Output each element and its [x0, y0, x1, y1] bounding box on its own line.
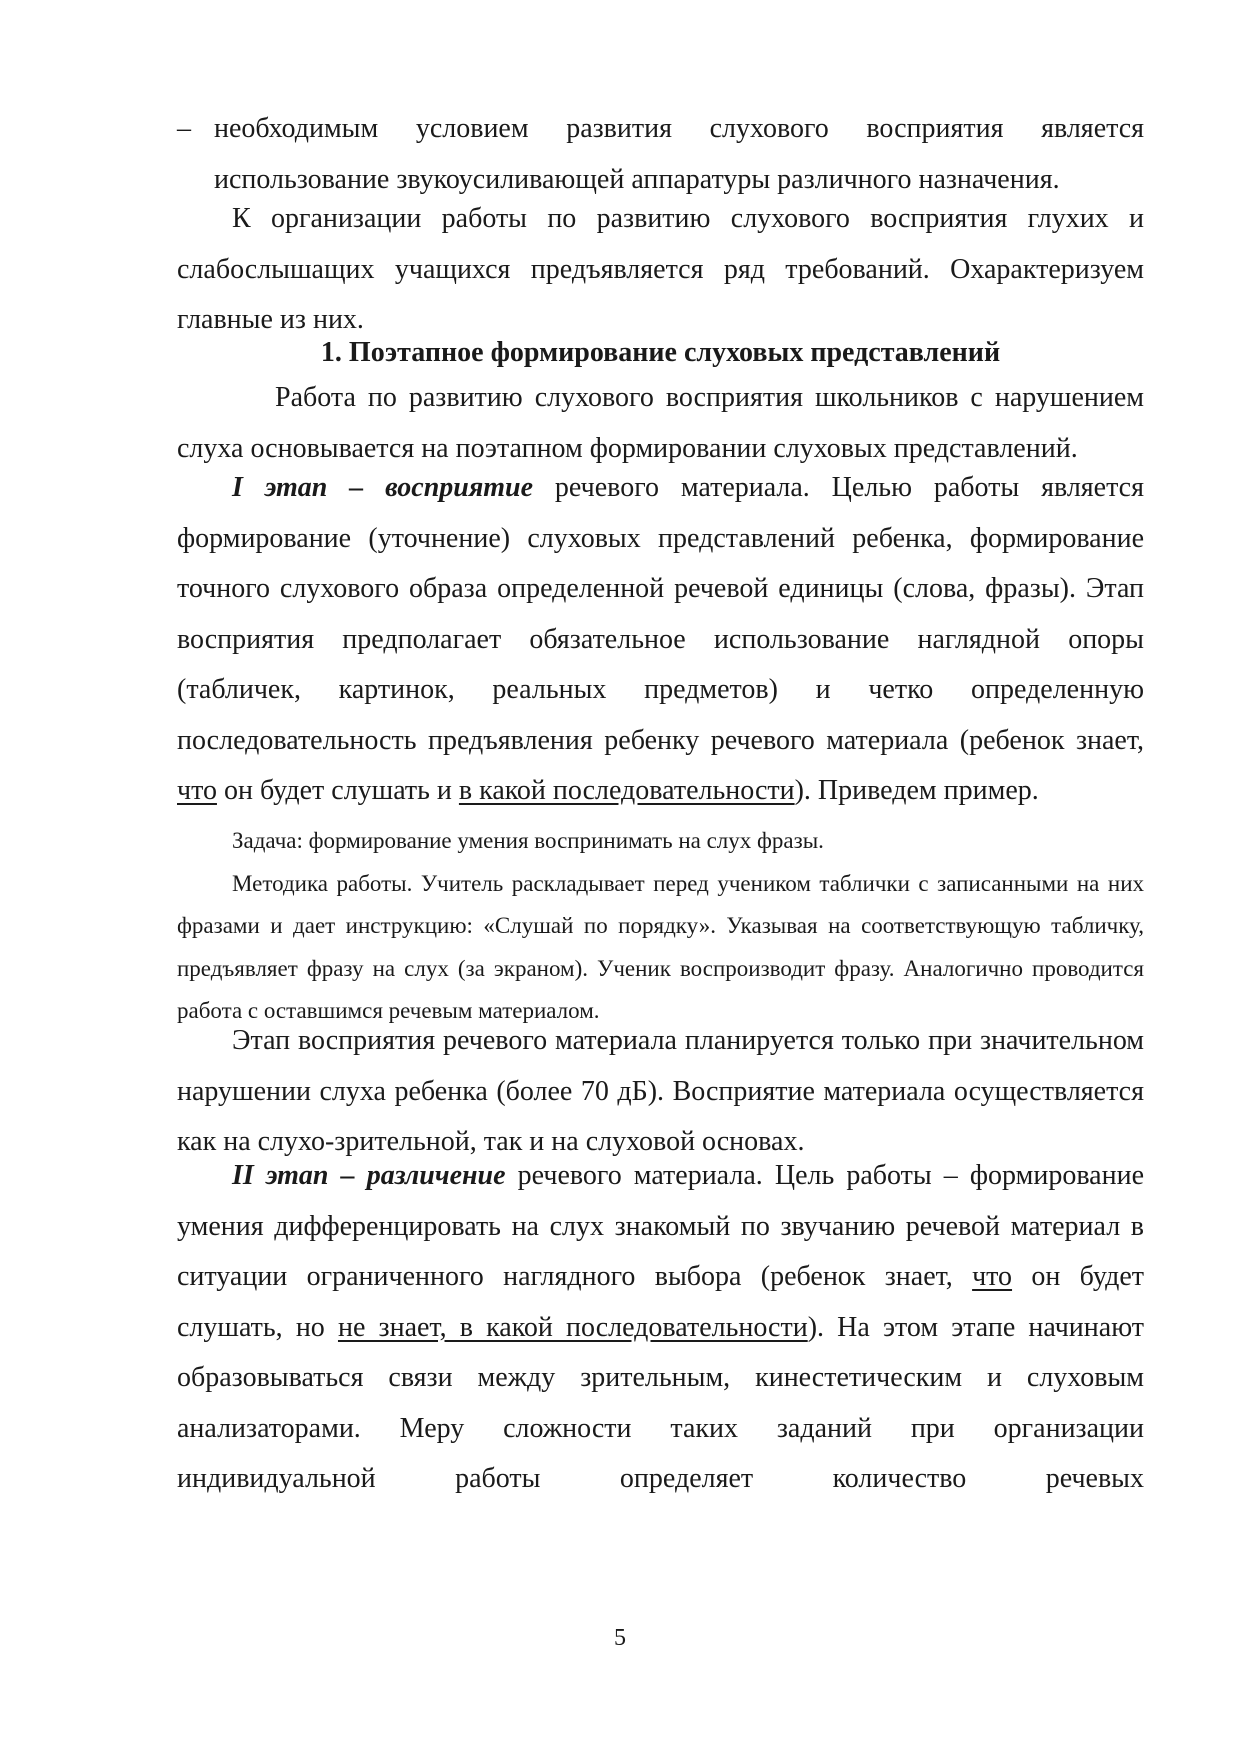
example-method: Методика работы. Учитель раскладывает перед учеником таблички с записанными на них фразами и дает инструкцию: «Слушай по порядку». Указывая на соответствующую табличку, предъявляет фразу на слух (за экраном). Ученик воспроизводит фразу. Аналогично проводится работа с оставшимся речевым материалом.: [177, 870, 1144, 1023]
stage2-underline-order: не знает, в какой последовательности: [337, 1311, 808, 1343]
stage2-paragraph: [177, 1151, 1144, 1505]
stage2-label: II этап – различение: [232, 1160, 506, 1191]
stage1-text-a: речевого материала. Целью работы является формирование (уточнение) слуховых представлений ребенка, формирование точного слухового образа определенной речевой единицы (слова, фразы). Этап восприятия предполагает обязательное использование наглядной опоры (табличек, картинок, реальных предметов) и четко определенную последовательность предъявления ребенку речевого материала (ребенок знает,: [177, 472, 1144, 756]
intro-block: [177, 194, 1144, 346]
stage1-block: [177, 463, 1144, 817]
stage1-paragraph: [177, 463, 1144, 817]
example-block: [177, 820, 1144, 1033]
stage2-block: [177, 1151, 1144, 1505]
bullet-line-1: необходимым условием развития слухового восприятия является: [214, 113, 1144, 144]
intro-paragraph: К организации работы по развитию слухового восприятия глухих и слабослышащих учащихся предъявляется ряд требований. Охарактеризуем главные из них.: [177, 203, 1144, 335]
bullet-line-2: использование звукоусиливающей аппаратуры различного назначения.: [214, 163, 1060, 195]
stage1-underline-what: что: [177, 775, 217, 806]
stage1-text-c: ). Приведем пример.: [794, 775, 1039, 806]
section-intro-paragraph: Работа по развитию слухового восприятия школьников с нарушением слуха основывается на поэтапном формировании слуховых представлений.: [177, 382, 1144, 464]
stage2-text-a: речевого материала. Цель работы – формирование умения дифференцировать на слух знакомый по звучанию речевой материал в ситуации ограниченного наглядного выбора (ребенок знает,: [177, 1160, 1145, 1292]
stage1-note-paragraph: Этап восприятия речевого материала планируется только при значительном нарушении слуха ребенка (более 70 дБ). Восприятие материала осуществляется как на слухо-зрительной, так и на слуховой основах.: [177, 1025, 1144, 1157]
page-number: 5: [614, 1625, 626, 1651]
stage2-text-c: ). На этом этапе начинают образовываться связи между зрительным, кинестетическим и слуховым анализаторами. Меру сложности таких заданий при организации индивидуальной работы определяет количество речевых: [177, 1311, 1144, 1494]
section-heading: 1. Поэтапное формирование слуховых представлений: [320, 337, 1001, 368]
stage2-text-b: он будет слушать, но: [177, 1261, 1144, 1343]
stage1-label: I этап – восприятие: [232, 472, 534, 503]
section-intro-block: [177, 373, 1144, 474]
stage1-text-b: он будет слушать и: [216, 775, 459, 806]
bullet-item: [177, 104, 1144, 205]
stage1-underline-order: в какой последовательности: [458, 775, 795, 806]
bullet-dash: –: [177, 113, 191, 144]
example-task: Задача: формирование умения воспринимать на слух фразы.: [232, 828, 824, 853]
stage1-note-block: [177, 1016, 1144, 1168]
stage2-underline-what: что: [972, 1261, 1013, 1292]
